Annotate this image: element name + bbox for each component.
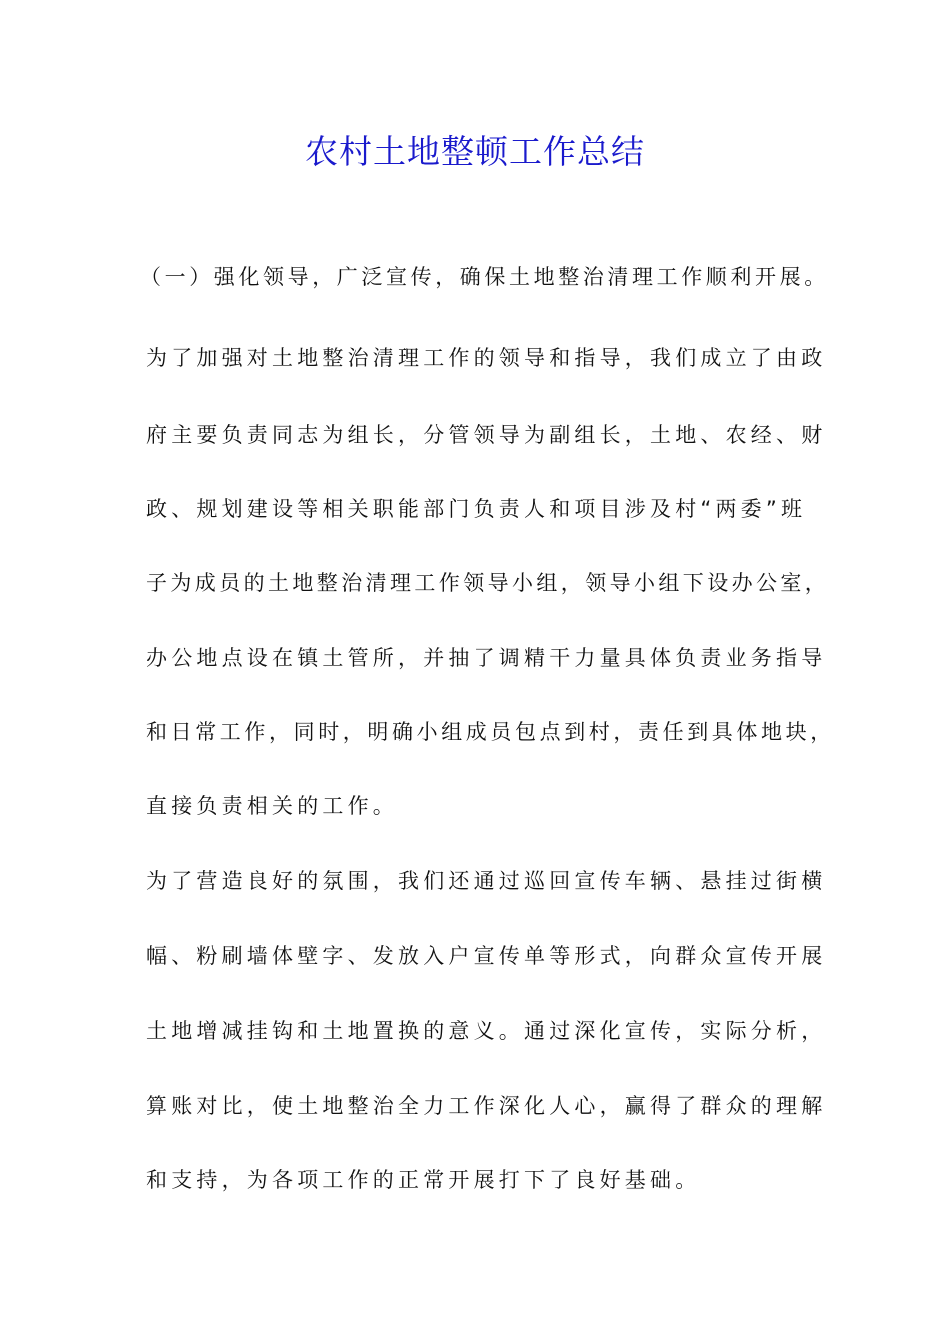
text-line: 为了营造良好的氛围，我们还通过巡回宣传车辆、悬挂过街横 bbox=[146, 869, 827, 893]
text-line: 办公地点设在镇土管所，并抽了调精干力量具体负责业务指导 bbox=[146, 646, 827, 670]
text-line: 直接负责相关的工作。 bbox=[146, 794, 398, 818]
text-line: 算账对比，使土地整治全力工作深化人心，赢得了群众的理解 bbox=[146, 1094, 827, 1118]
text-line: 和支持，为各项工作的正常开展打下了良好基础。 bbox=[146, 1168, 701, 1192]
text-line: （一）强化领导，广泛宣传，确保土地整治清理工作顺利开展。 bbox=[140, 265, 829, 289]
text-line: 子为成员的土地整治清理工作领导小组，领导小组下设办公室， bbox=[146, 571, 830, 595]
text-line: 和日常工作，同时，明确小组成员包点到村，责任到具体地块， bbox=[146, 720, 835, 744]
text-line: 幅、粉刷墙体壁字、发放入户宣传单等形式，向群众宣传开展 bbox=[146, 944, 827, 968]
text-line: 为了加强对土地整治清理工作的领导和指导，我们成立了由政 bbox=[146, 346, 827, 370]
text-line: 府主要负责同志为组长，分管领导为副组长，土地、农经、财 bbox=[146, 423, 827, 447]
text-line: 土地增减挂钩和土地置换的意义。通过深化宣传，实际分析， bbox=[146, 1019, 827, 1043]
text-line: 政、规划建设等相关职能部门负责人和项目涉及村“两委”班 bbox=[146, 497, 807, 521]
document-title: 农村土地整顿工作总结 bbox=[305, 132, 645, 171]
